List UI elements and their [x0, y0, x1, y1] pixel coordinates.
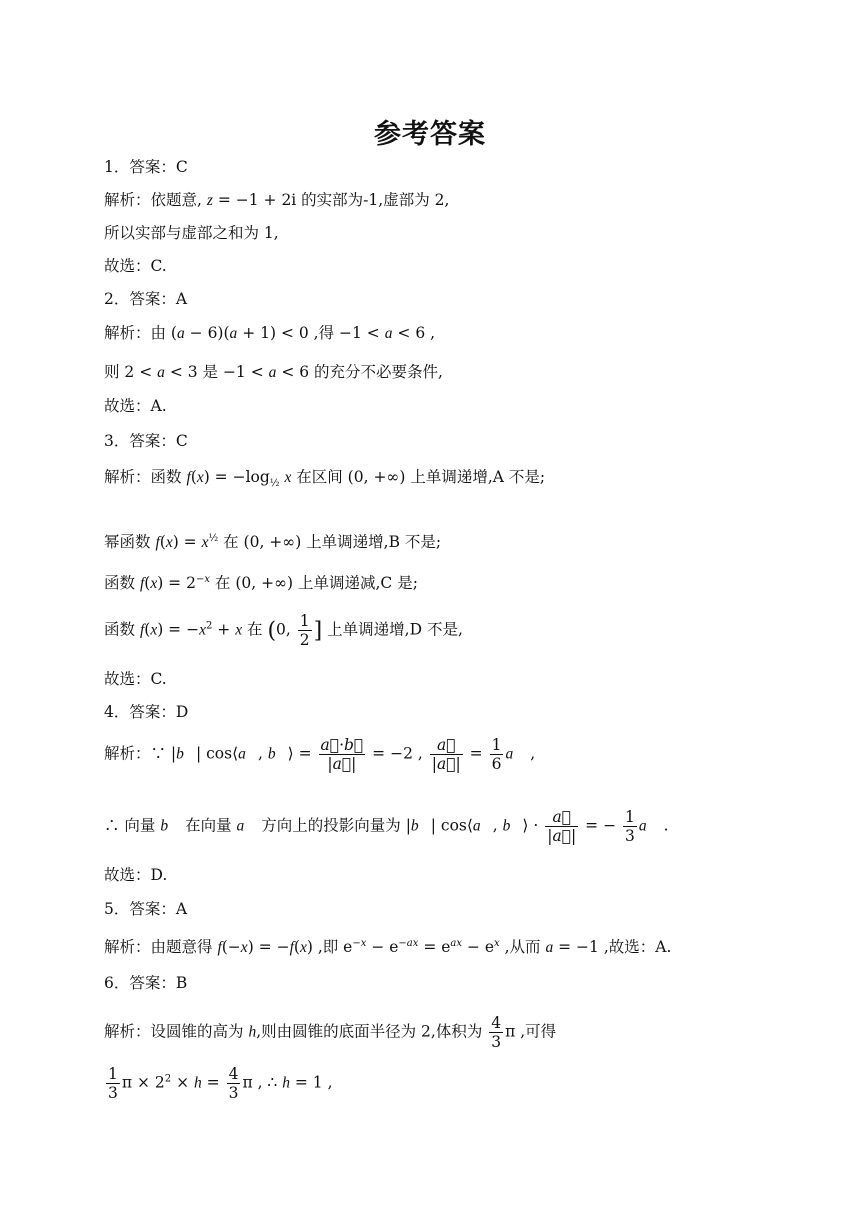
analysis-3-line-1: 解析：函数 $f(x) = -\log_{\frac{1}{2}}$ x 在区间 (0, +∞) 上单调递增,A 不是;	[104, 468, 546, 490]
analysis-6-line-2: $\frac{1}{3}$ $\pi \times 2^2 \times h$ = $\frac{4}{3}$ π , ∴ h = 1 ,	[108, 1065, 333, 1102]
answer-1: 1．答案：C	[104, 158, 188, 176]
answer-3: 3．答案：C	[104, 432, 188, 450]
page-title: 参考答案	[374, 119, 486, 150]
answer-4: 4．答案：D	[104, 703, 189, 721]
analysis-3-line-4: 函数 $f(x) = -x^2 + x$ 在 (0, $\frac{1}{2}$ ] 上单调递增,D 不是,	[104, 612, 463, 649]
analysis-3-line-5: 故选：C.	[104, 670, 167, 688]
analysis-2-line-1: 解析：由 (a − 6)(a + 1) < 0 ,得 −1 < a < 6 ,	[104, 324, 436, 342]
answer-6: 6．答案：B	[104, 974, 188, 992]
analysis-1-line-3: 故选：C.	[104, 257, 167, 275]
analysis-4-line-3: 故选：D.	[104, 866, 168, 884]
analysis-6-line-1: 解析：设圆锥的高为 h,则由圆锥的底面半径为 2,体积为 $\frac{4}{3}$ π ,可得	[104, 1014, 557, 1051]
analysis-4-line-1: 解析：∵ |b⃗| cos⟨a⃗, b⃗⟩ = $\frac{a⃗\cdot b⃗}{|a⃗|}$ = −2 , $\frac{a⃗}{|a⃗|}$ = $\frac{1}{6}$ a⃗ ,	[104, 736, 536, 773]
analysis-2-line-2: 则 2 < a < 3 是 −1 < a < 6 的充分不必要条件,	[104, 363, 443, 381]
answer-5: 5．答案：A	[104, 900, 188, 918]
analysis-3-line-3: 函数 $f(x) = 2^{-x}$ 在 (0, +∞) 上单调递减,C 是;	[104, 574, 418, 593]
analysis-5-line-1: 解析：由题意得 f(−x) = −f(x) ,即 $e^{-x} - e^{-ax} = e^{ax} - e^x$ ,从而 a = −1 ,故选：A.	[104, 938, 672, 957]
analysis-3-line-2: 幂函数 $f(x) = x^{\frac{1}{2}}$ 在 (0, +∞) 上单调递增,B 不是;	[104, 533, 442, 552]
analysis-4-line-2: ∴ 向量 b⃗ 在向量 a⃗ 方向上的投影向量为 |b⃗| cos⟨a⃗, b⃗⟩ · $\frac{a⃗}{|a⃗|}$ = − $\frac{1}{3}$ a⃗ .	[104, 808, 669, 845]
analysis-2-line-3: 故选：A.	[104, 397, 167, 415]
analysis-1-line-2: 所以实部与虚部之和为 1,	[104, 224, 279, 242]
answer-2: 2．答案：A	[104, 290, 188, 308]
analysis-1-line-1: 解析：依题意, z = −1 + 2i 的实部为-1,虚部为 2,	[104, 191, 450, 209]
